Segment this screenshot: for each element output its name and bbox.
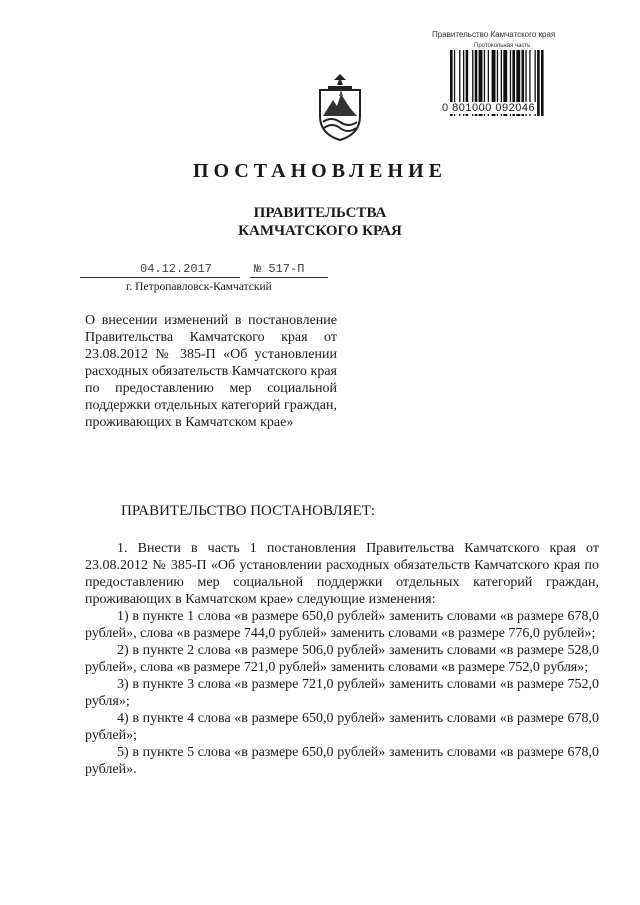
barcode-bar [541, 50, 544, 116]
body-list-item: 3) в пункте 3 слова «в размере 721,0 рублей» заменить словами «в размере 752,0 рубля»; [85, 677, 599, 709]
decree-statement: ПРАВИТЕЛЬСТВО ПОСТАНОВЛЯЕТ: [121, 503, 376, 519]
authority-line-1: ПРАВИТЕЛЬСТВА [253, 205, 387, 221]
document-body [85, 540, 599, 778]
document-number: № 517-П [254, 262, 305, 276]
barcode-bar [537, 50, 540, 116]
registration-stamp [428, 26, 598, 126]
number-underline [250, 277, 328, 278]
document-date: 04.12.2017 [140, 262, 213, 276]
barcode-number: 0 801000 092046 [442, 102, 536, 114]
document-subject: О внесении изменений в постановление Правительства Камчатского края от 23.08.2012 № 385-П «Об установлении расходных обязательств Камчатского края по предоставлению мер социальной поддержки отдельных категорий граждан, проживающих в Камчатском крае» [85, 313, 337, 430]
stamp-department: Протокольная часть [474, 43, 531, 49]
body-list-item: 2) в пункте 2 слова «в размере 506,0 рублей» заменить словами «в размере 528,0 рублей», слова «в размере 721,0 рублей» заменить словами «в размере 752,0 рубля»; [85, 643, 599, 675]
issuing-authority [0, 204, 640, 240]
document-title: ПОСТАНОВЛЕНИЕ [193, 160, 447, 182]
body-list-item: 5) в пункте 5 слова «в размере 650,0 рублей» заменить словами «в размере 678,0 рублей». [85, 745, 599, 777]
date-underline [80, 277, 240, 278]
body-list-item: 4) в пункте 4 слова «в размере 650,0 рублей» заменить словами «в размере 678,0 рублей»; [85, 711, 599, 743]
coat-of-arms-icon [315, 72, 365, 142]
document-city: г. Петропавловск-Камчатский [126, 281, 272, 293]
body-paragraph: 1. Внести в часть 1 постановления Правительства Камчатского края от 23.08.2012 № 385-П «Об установлении расходных обязательств Камчатского края по предоставлению мер социальной поддержки отдельных категорий граждан, проживающих в Камчатском крае» следующие изменения: [85, 541, 599, 607]
stamp-organization: Правительство Камчатского края [432, 30, 556, 39]
body-list-item: 1) в пункте 1 слова «в размере 650,0 рублей» заменить словами «в размере 678,0 рублей», слова «в размере 744,0 рублей» заменить словами «в размере 776,0 рублей»; [85, 609, 599, 641]
authority-line-2: КАМЧАТСКОГО КРАЯ [238, 223, 402, 239]
